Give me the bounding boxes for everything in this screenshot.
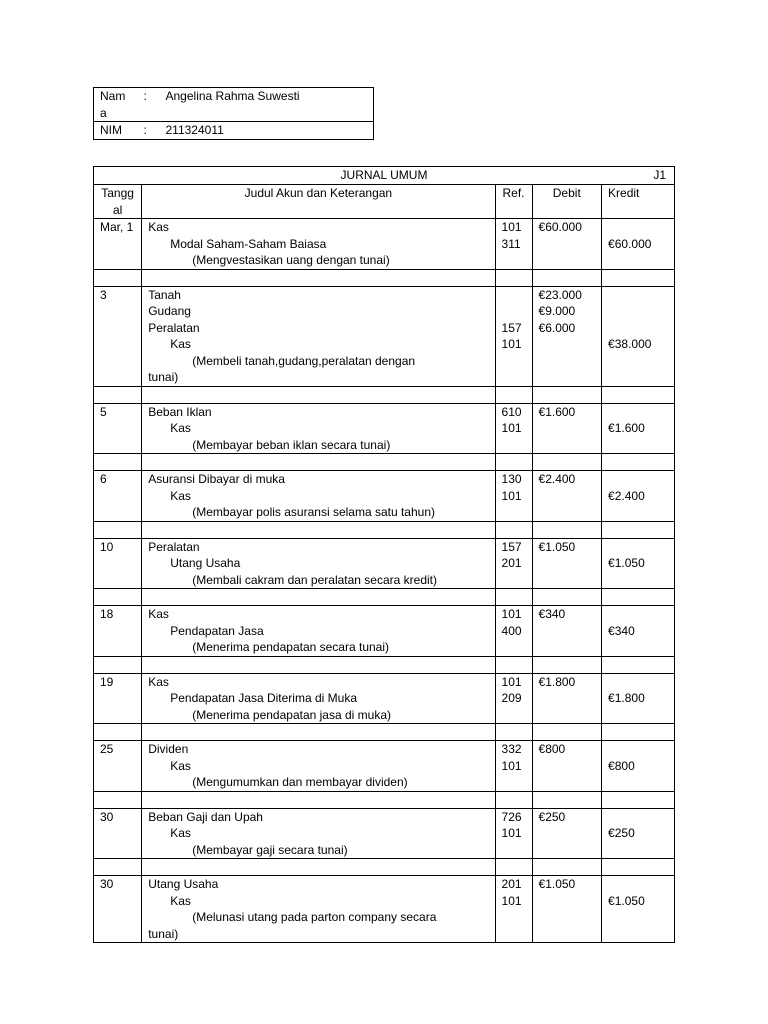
entry-date: [94, 808, 142, 859]
entry-date: [94, 876, 142, 943]
entry-debit: [532, 808, 602, 859]
account-name: Utang Usaha: [148, 877, 219, 891]
entry-debit: [532, 538, 602, 589]
account-ref: 311: [501, 236, 521, 251]
spacer-cell: [602, 386, 675, 403]
entry-description: [142, 606, 495, 657]
spacer-cell: [94, 386, 142, 403]
debit-amount: €250: [538, 809, 566, 824]
spacer-cell: [532, 269, 602, 286]
entry-ref: [495, 876, 532, 943]
entry-note-continued: tunai): [148, 370, 179, 384]
account-ref-empty: [502, 303, 526, 320]
journal-title: JURNAL UMUM: [340, 168, 428, 182]
kredit-empty: [608, 287, 668, 304]
account-name: Kas: [170, 337, 191, 351]
debit-empty: [539, 893, 596, 910]
account-ref: 101: [501, 220, 522, 234]
account-name: Peralatan: [148, 539, 200, 554]
entry-kredit: [602, 741, 675, 792]
kredit-empty: [608, 606, 668, 623]
account-name: Kas: [148, 607, 169, 621]
entry-date-text: 6: [100, 472, 107, 486]
nim-colon: :: [143, 123, 147, 137]
account-name: Kas: [170, 758, 191, 773]
kredit-empty: [608, 741, 668, 758]
journal-title-cell: [94, 167, 675, 185]
header-desc: Judul Akun dan Keterangan: [142, 185, 495, 219]
header-debit: Debit: [532, 185, 602, 219]
entry-description: [142, 876, 495, 943]
kredit-amount: €800: [608, 758, 635, 773]
entry-ref: [495, 403, 532, 454]
entry-description: [142, 286, 495, 386]
account-name: Dividen: [148, 742, 189, 756]
account-ref: 726: [501, 809, 522, 824]
debit-amount: €60.000: [538, 220, 582, 234]
kredit-empty: [608, 471, 668, 488]
account-name: Kas: [170, 893, 191, 908]
entry-date-text: 3: [100, 287, 107, 302]
account-name: Beban Iklan: [148, 404, 212, 419]
name-label: Nam a: [94, 88, 144, 122]
entry-description: [142, 219, 495, 270]
kredit-empty: [608, 809, 668, 826]
entry-description: [142, 741, 495, 792]
spacer-cell: [602, 656, 675, 673]
spacer-cell: [532, 656, 602, 673]
spacer-cell: [94, 454, 142, 471]
journal-entry-row: [94, 538, 675, 589]
spacer-cell: [532, 589, 602, 606]
spacer-cell: [602, 521, 675, 538]
entry-kredit: [602, 471, 675, 522]
kredit-empty: [608, 876, 668, 893]
kredit-amount: €1.800: [608, 691, 645, 705]
journal-entry-row: [94, 286, 675, 386]
journal-spacer-row: [94, 724, 675, 741]
entry-kredit: [602, 606, 675, 657]
spacer-cell: [94, 521, 142, 538]
identity-box: [93, 87, 374, 140]
account-ref: 157: [501, 320, 522, 335]
spacer-cell: [602, 724, 675, 741]
kredit-amount: €1.600: [608, 421, 645, 435]
debit-amount: €340: [538, 607, 566, 621]
spacer-cell: [142, 454, 495, 471]
entry-kredit: [602, 538, 675, 589]
name-colon: :: [144, 88, 160, 122]
account-ref: 610: [501, 404, 522, 419]
account-ref: 130: [501, 472, 522, 486]
spacer-cell: [495, 386, 532, 403]
kredit-empty: [608, 219, 668, 236]
spacer-cell: [94, 269, 142, 286]
entry-note: (Membali cakram dan peralatan secara kredit): [192, 572, 437, 587]
account-ref: 400: [501, 623, 522, 638]
debit-amount: €9.000: [538, 304, 576, 318]
debit-amount: €2.400: [538, 472, 576, 486]
debit-empty: [539, 690, 596, 707]
spacer-cell: [94, 791, 142, 808]
journal-entry-row: [94, 219, 675, 270]
entry-kredit: [602, 219, 675, 270]
entry-description: [142, 403, 495, 454]
entry-kredit: [602, 808, 675, 859]
journal-page-ref: J1: [653, 168, 666, 182]
entry-date-text: 25: [100, 742, 114, 756]
journal-entry-row: [94, 471, 675, 522]
entry-description: [142, 471, 495, 522]
account-name: Gudang: [148, 304, 191, 318]
kredit-empty: [608, 404, 668, 421]
spacer-cell: [142, 791, 495, 808]
entry-note-continued: tunai): [148, 926, 179, 941]
spacer-cell: [532, 521, 602, 538]
account-name: Pendapatan Jasa: [170, 623, 264, 638]
account-ref: 201: [501, 877, 522, 891]
debit-amount: €1.800: [538, 674, 576, 689]
entry-ref: [495, 741, 532, 792]
entry-ref: [495, 606, 532, 657]
entry-date: [94, 673, 142, 724]
account-name: Pendapatan Jasa Diterima di Muka: [170, 691, 357, 705]
entry-debit: [532, 673, 602, 724]
entry-kredit: [602, 876, 675, 943]
identity-nim-row: [94, 122, 374, 140]
entry-debit: [532, 741, 602, 792]
spacer-cell: [142, 269, 495, 286]
journal-entry-row: [94, 673, 675, 724]
account-ref: 101: [501, 758, 522, 773]
account-ref-empty: [502, 287, 526, 304]
spacer-cell: [495, 791, 532, 808]
kredit-amount: €2.400: [608, 488, 645, 503]
entry-ref: [495, 471, 532, 522]
entry-kredit: [602, 673, 675, 724]
kredit-empty: [608, 539, 668, 556]
spacer-cell: [532, 454, 602, 471]
entry-date: [94, 471, 142, 522]
spacer-cell: [142, 589, 495, 606]
entry-date: [94, 403, 142, 454]
debit-amount: €6.000: [538, 320, 576, 335]
entry-kredit: [602, 403, 675, 454]
spacer-cell: [602, 269, 675, 286]
debit-amount: €1.600: [538, 404, 576, 419]
debit-empty: [539, 555, 596, 572]
spacer-cell: [602, 589, 675, 606]
entry-date: [94, 286, 142, 386]
account-name: Peralatan: [148, 320, 200, 335]
journal-table: [93, 166, 675, 943]
header-kredit: Kredit: [602, 185, 675, 219]
debit-empty: [539, 488, 596, 505]
journal-title-row: [94, 167, 675, 185]
kredit-amount: €1.050: [608, 556, 645, 570]
debit-amount: €800: [538, 742, 566, 756]
debit-empty: [539, 758, 596, 775]
entry-debit: [532, 606, 602, 657]
journal-entry-row: [94, 876, 675, 943]
entry-note: (Menerima pendapatan jasa di muka): [192, 707, 391, 722]
entry-debit: [532, 219, 602, 270]
header-date: Tangg al: [94, 185, 142, 219]
entry-date: [94, 219, 142, 270]
identity-name-row: [94, 88, 374, 122]
account-ref: 101: [501, 488, 522, 503]
entry-debit: [532, 286, 602, 386]
account-ref: 101: [501, 607, 522, 621]
spacer-cell: [142, 656, 495, 673]
spacer-cell: [495, 724, 532, 741]
debit-amount: €1.050: [538, 877, 576, 891]
entry-date: [94, 741, 142, 792]
account-name: Kas: [170, 826, 191, 840]
spacer-cell: [142, 386, 495, 403]
spacer-cell: [532, 386, 602, 403]
entry-debit: [532, 471, 602, 522]
entry-note: (Mengumumkan dan membayar dividen): [192, 775, 408, 789]
spacer-cell: [532, 724, 602, 741]
nim-value: 211324011: [165, 123, 224, 137]
entry-ref: [495, 673, 532, 724]
journal-spacer-row: [94, 791, 675, 808]
account-name: Modal Saham-Saham Baiasa: [170, 236, 327, 251]
entry-note: (Membayar polis asuransi selama satu tahun): [192, 505, 435, 519]
debit-empty: [539, 825, 596, 842]
debit-amount: €23.000: [538, 287, 582, 302]
entry-date-text: 5: [100, 404, 107, 419]
spacer-cell: [94, 656, 142, 673]
entry-date: [94, 606, 142, 657]
journal-spacer-row: [94, 269, 675, 286]
account-name: Kas: [148, 674, 169, 689]
entry-date-text: Mar, 1: [100, 220, 134, 234]
journal-header-row: [94, 185, 675, 219]
entry-description: [142, 538, 495, 589]
entry-description: [142, 673, 495, 724]
entry-date: [94, 538, 142, 589]
account-name: Kas: [148, 220, 169, 234]
spacer-cell: [602, 791, 675, 808]
journal-entry-row: [94, 403, 675, 454]
entry-note: (Membeli tanah,gudang,peralatan dengan: [192, 353, 416, 368]
kredit-amount: €38.000: [608, 337, 652, 351]
journal-spacer-row: [94, 521, 675, 538]
account-ref: 101: [501, 826, 522, 840]
entry-kredit: [602, 286, 675, 386]
spacer-cell: [94, 859, 142, 876]
journal-body: [94, 219, 675, 943]
entry-ref: [495, 286, 532, 386]
header-ref: Ref.: [495, 185, 532, 219]
journal-entry-row: [94, 741, 675, 792]
spacer-cell: [142, 859, 495, 876]
spacer-cell: [602, 859, 675, 876]
spacer-cell: [142, 724, 495, 741]
kredit-amount: €60.000: [608, 236, 652, 251]
entry-ref: [495, 538, 532, 589]
kredit-amount: €340: [608, 623, 635, 638]
spacer-cell: [142, 521, 495, 538]
nim-label: NIM: [100, 123, 122, 137]
account-ref: 209: [501, 691, 522, 705]
debit-amount: €1.050: [538, 539, 576, 554]
spacer-cell: [94, 724, 142, 741]
spacer-cell: [495, 656, 532, 673]
account-name: Tanah: [148, 287, 181, 302]
entry-ref: [495, 808, 532, 859]
entry-note: (Mengvestasikan uang dengan tunai): [192, 253, 390, 267]
spacer-cell: [495, 859, 532, 876]
journal-entry-row: [94, 808, 675, 859]
account-ref: 101: [501, 893, 522, 908]
journal-spacer-row: [94, 386, 675, 403]
debit-empty: [539, 336, 596, 353]
entry-debit: [532, 403, 602, 454]
journal-spacer-row: [94, 656, 675, 673]
journal-entry-row: [94, 606, 675, 657]
entry-note: (Membayar beban iklan secara tunai): [192, 437, 391, 452]
account-name: Utang Usaha: [170, 556, 241, 570]
entry-debit: [532, 876, 602, 943]
kredit-empty: [608, 674, 668, 691]
debit-empty: [539, 623, 596, 640]
account-ref: 101: [501, 421, 522, 435]
entry-date-text: 30: [100, 809, 114, 824]
spacer-cell: [532, 859, 602, 876]
kredit-empty: [608, 303, 668, 320]
debit-empty: [539, 236, 596, 253]
entry-ref: [495, 219, 532, 270]
name-value: Angelina Rahma Suwesti: [160, 88, 374, 122]
spacer-cell: [532, 791, 602, 808]
entry-note: (Melunasi utang pada parton company secara: [192, 910, 437, 924]
kredit-empty: [608, 320, 668, 337]
entry-date-text: 30: [100, 877, 114, 891]
entry-note: (Membayar gaji secara tunai): [192, 842, 348, 857]
account-ref: 201: [501, 556, 522, 570]
debit-empty: [539, 420, 596, 437]
account-name: Kas: [170, 421, 191, 435]
kredit-amount: €250: [608, 826, 635, 840]
entry-date-text: 18: [100, 607, 114, 621]
spacer-cell: [495, 269, 532, 286]
entry-note: (Menerima pendapatan secara tunai): [192, 640, 389, 654]
entry-description: [142, 808, 495, 859]
account-name: Beban Gaji dan Upah: [148, 809, 263, 824]
journal-spacer-row: [94, 454, 675, 471]
account-ref: 101: [501, 674, 522, 689]
account-name: Kas: [170, 488, 191, 503]
spacer-cell: [94, 589, 142, 606]
spacer-cell: [495, 454, 532, 471]
kredit-amount: €1.050: [608, 893, 645, 908]
spacer-cell: [602, 454, 675, 471]
account-ref: 157: [501, 539, 522, 554]
journal-spacer-row: [94, 859, 675, 876]
spacer-cell: [495, 521, 532, 538]
account-ref: 101: [501, 337, 522, 351]
entry-date-text: 19: [100, 674, 114, 689]
account-ref: 332: [501, 742, 522, 756]
account-name: Asuransi Dibayar di muka: [148, 472, 285, 486]
journal-spacer-row: [94, 589, 675, 606]
entry-date-text: 10: [100, 539, 114, 554]
spacer-cell: [495, 589, 532, 606]
